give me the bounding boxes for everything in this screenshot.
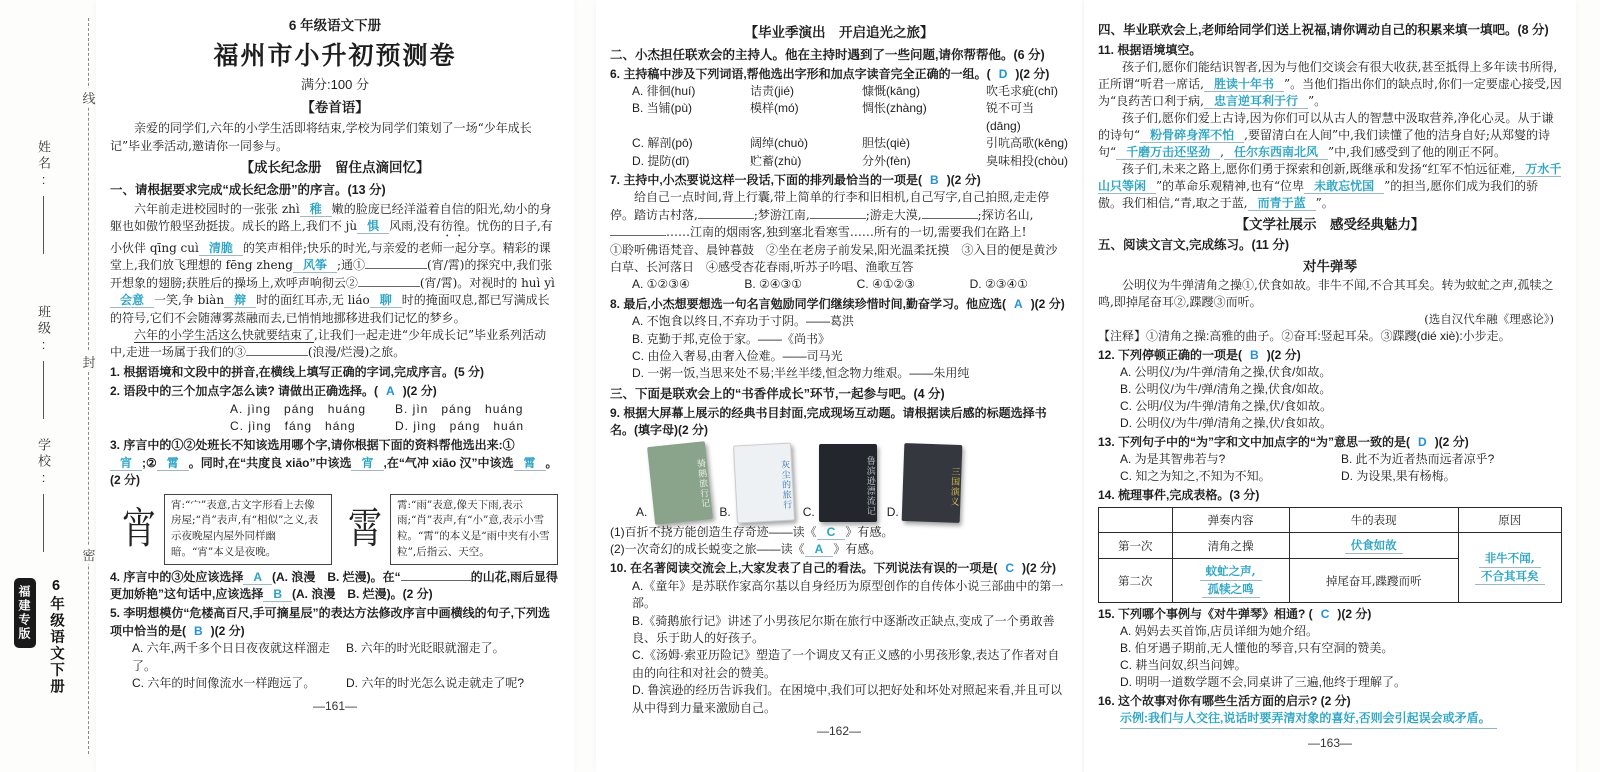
name-field (34, 140, 53, 254)
question-2-options (110, 401, 560, 436)
option-b: B. ②④③① (744, 277, 803, 292)
option-a: A. ①②③④ (632, 277, 690, 292)
option-d: D. 鲁滨逊的经历告诉我们。在困境中,我们可以把好处和坏处对照起来看,并且可以从中得到力量来激励自己。 (632, 683, 1063, 715)
name-label: 姓名: (36, 140, 51, 190)
book-letter: A. (636, 505, 648, 520)
option-c: C. 耕当问奴,织当问婢。 (1120, 658, 1247, 673)
option-d: D. 一粥一饭,当思来处不易;半丝半缕,恒念物力维艰。——朱用纯 (632, 366, 970, 381)
header-cell: 原因 (1458, 507, 1561, 532)
option-b: B. 伯牙遇子期前,无人懂他的琴音,只有空洞的赞美。 (1120, 641, 1394, 656)
question-7-items: ①聆听佛语梵音、晨钟暮鼓 ②坐在老房子前发呆,阳光温柔抚摸 ③入目的便是黄沙白草、长河落日 ④感受杏花春雨,听苏子吟唱、渔歌互答 (610, 242, 1058, 274)
question-11: 11. 根据语境填空。 (1098, 42, 1202, 57)
question-6-row-b (610, 100, 1068, 135)
option-a: A. 不饱食以终日,不弃功于寸阴。——葛洪 (632, 314, 855, 329)
option-a: A. 妈妈去买首饰,店员详细为她介绍。 (1120, 624, 1319, 639)
word: D. 提防(dī) (632, 153, 690, 168)
xiao1-explanation: 宵:“宀”表意,古文字形看上去像房屋;“肖”表声,有“相似”之义,表示夜晚屋内屋外同样幽暗。“宵”本义是夜晚。 (164, 494, 332, 565)
question-5-options (110, 640, 560, 692)
question-12-options (1098, 364, 1562, 432)
word: 锐不可当(dāng) (986, 101, 1035, 133)
option-d: D. 为设果,果有杨梅。 (1341, 468, 1456, 483)
section2-question: 二、小杰担任联欢会的主持人。他在主持时遇到了一些问题,请你帮帮他。(6 分) (610, 47, 1045, 62)
word: 引吭高歌(kēng) (986, 136, 1069, 151)
question-13: 13. 下列句子中的“为”字和文中加点字的“为”意思一致的是( D )(2 分) (1098, 434, 1469, 449)
word: 臭味相投(chòu) (986, 153, 1069, 168)
question-1: 1. 根据语境和文段中的拼音,在横线上填写正确的字词,完成序言。(5 分) (110, 364, 485, 379)
section5-question: 五、阅读文言文,完成练习。(11 分) (1098, 238, 1289, 253)
option-b: B. 此不为近者热而远者凉乎? (1341, 451, 1495, 466)
option-d: D. ②③④① (969, 277, 1028, 292)
foreword-head: 【卷首语】 (301, 99, 369, 115)
essay-title: 对牛弹琴 (1303, 258, 1357, 274)
option-b: B. 六年的时光眨眼就溜走了。 (346, 641, 505, 656)
header-cell: 牛的表现 (1289, 507, 1458, 532)
word: 慷慨(kāng) (862, 84, 921, 99)
school-blank-line (43, 494, 44, 552)
question-12: 12. 下列停顿正确的一项是( B )(2 分) (1098, 347, 1301, 362)
question-13-options (1098, 451, 1562, 485)
question-9-item-1: (1)百折不挠方能创造生存奇迹——读《 C 》有感。 (610, 524, 894, 539)
brand-tab: 福建专版 (14, 578, 36, 648)
class-field (34, 305, 53, 419)
option-a: A. 为是其智弗若与? (1120, 451, 1226, 466)
question-7: 7. 主持中,小杰要说这样一段话,下面的排列最恰当的一项是( B )(2 分) (610, 173, 981, 188)
blessing-paragraph-2: 孩子们,愿你们爱上古诗,因为你们可以从古人的智慧中汲取营养,净化心灵。从于谦的诗句“ 粉骨碎身浑不怕 ,要留清白在人间”中,我们读懂了他的洁身自好;从郑燮的诗句“ 千磨万击还坚劲 , 任尔东西南北风 ”中,我们感受到了他的刚正不阿。 (1098, 110, 1554, 159)
book-covers (610, 444, 1068, 522)
book-cover-image: 鲁滨逊漂流记 (819, 444, 877, 522)
reason-answer-cell: 非牛不闻, 不合其耳矣 (1458, 533, 1561, 603)
question-9-item-2: (2)一次奇幻的成长蜕变之旅——读《 A 》有感。 (610, 542, 882, 557)
option-c: C. ④①②③ (856, 277, 915, 292)
section2-head: 【毕业季演出 开启追光之旅】 (744, 25, 934, 40)
option-a: A. jìng páng huáng (230, 401, 367, 416)
question-16: 16. 这个故事对你有哪些生活方面的启示? (2 分) (1098, 694, 1351, 709)
option-c: C. jìng fáng háng (230, 418, 356, 433)
question-8-options (610, 313, 1068, 383)
blessing-paragraph-3: 孩子们,未来之路上,愿你们勇于探索和创新,既继承和发扬“红军不怕远征难, 万水千山只等闲 ”的革命乐观精神,也有“位卑 未敢忘忧国 ”的担当,愿你们成为我们的骄傲。我们相信,“青,取之于蓝, 而青于蓝 ”。 (1098, 161, 1562, 211)
school-label: 学校: (36, 438, 51, 488)
word: 分外(fèn) (862, 153, 911, 168)
seal-char-xian: 线 (80, 88, 98, 107)
option-b: B.《骑鹅旅行记》讲述了小男孩尼尔斯在旅行中逐渐改正缺点,变成了一个勇敢善良、乐于助人的好孩子。 (632, 613, 1055, 645)
option-c: C. 六年的时间像流水一样跑远了。 (132, 675, 316, 690)
option-b: B. 克勤于邦,克俭于家。——《尚书》 (632, 331, 831, 346)
question-10-options (610, 578, 1068, 717)
question-10: 10. 在名著阅读交流会上,大家发表了自己的看法。下列说法有误的一项是( C )(2 分) (610, 561, 1057, 576)
word: 诘责(jié) (750, 84, 794, 99)
seal-char-mi: 密 (80, 545, 98, 564)
section3-question: 三、下面是联欢会上的“书香伴成长”环节,一起参与吧。(4 分) (610, 386, 945, 401)
option-b: B. 公明仪/为牛/弹/清角之操,伏食/如故。 (1120, 381, 1332, 396)
brand-book-title: 6年级语文下册 (48, 578, 64, 695)
book-letter: B. (719, 505, 731, 520)
word: B. 当铺(pù) (632, 101, 693, 116)
page-number: —162— (816, 723, 862, 738)
answer-cell: 蚊虻之声, 孤犊之鸣 (1172, 559, 1289, 603)
question-4: 4. 序言中的③处应该选择 A (A. 浪漫 B. 烂漫)。在“ 的山花,雨后显得更加娇艳”这句话中,应该选择 B (A. 浪漫 B. 烂漫)。(2 分) (110, 569, 559, 601)
option-a: A. 公明仪/为/牛弹/清角之操,伏食/如故。 (1120, 364, 1332, 379)
word: 贮蓄(zhù) (750, 153, 802, 168)
full-score: 满分:100 分 (301, 76, 369, 92)
question-2: 2. 语段中的三个加点字怎么读? 请做出正确选择。( A )(2 分) (110, 384, 437, 399)
question-7-passage: 给自己一点时间,背上行囊,带上简单的行李和旧相机,自己写字,自己拍照,走走停停。踏访古村落, ;梦游江南, ;游走大漠, ;探访名山,……江南的烟雨客,独到塞北看寒雪……所有的一切,需要我们在路上! (610, 190, 1050, 240)
series-title: 6 年级语文下册 (288, 18, 382, 33)
row-label: 第二次 (1099, 559, 1173, 603)
option-c: C.《汤姆·索亚历险记》塑造了一个调皮又有正义感的小男孩形象,表达了作者对自由的向往和对社会的赞美。 (632, 648, 1060, 680)
answer-cell: 伏食如故 (1289, 533, 1458, 559)
table-header-row (1099, 507, 1562, 532)
cell: 清角之操 (1172, 533, 1289, 559)
essay-notes: 【注释】①清角之操:高雅的曲子。②奋耳:竖起耳朵。③蹀躞(dié xiè):小步走。 (1098, 328, 1511, 343)
word: 胆怯(qiè) (862, 136, 911, 151)
question-3: 3. 序言中的①②处班长不知该选用哪个字,请你根据下面的资料帮他选出来:①宵 ;② 霄 。同时,在“共度良 xiāo”中该选 宵 ,在“气冲 xiāo 汉”中该选 霄 。(2 分) (110, 438, 558, 488)
class-label: 班级: (36, 305, 51, 355)
character-info-boxes (120, 494, 560, 565)
question-6: 6. 主持稿中涉及下列词语,帮他选出字形和加点字读音完全正确的一组。( D )(2 分) (610, 66, 1050, 81)
question-16-answer: 示例:我们与人交往,说话时要弄清对象的喜好,否则会引起误会或矛盾。 (1120, 710, 1497, 729)
table-row (1099, 533, 1562, 559)
page-number: —163— (1307, 736, 1353, 751)
seal-dashed-line (88, 18, 89, 754)
book-cover-image: 三国演义 (901, 443, 962, 523)
header-cell: 弹奏内容 (1172, 507, 1289, 532)
book-letter: D. (886, 505, 899, 520)
event-table (1098, 507, 1562, 603)
foreword-text: 亲爱的同学们,六年的小学生活即将结束,学校为同学们策划了一场“少年成长记”毕业季活动,邀请你一同参与。 (110, 121, 532, 153)
question-15: 15. 下列哪个事例与《对牛弹琴》相通? ( C )(2 分) (1098, 607, 1372, 622)
seal-script-xiao1-glyph: 宵 (122, 504, 156, 555)
exam-title: 福州市小升初预测卷 (213, 41, 457, 70)
option-b: B. jìn páng huáng (395, 401, 524, 416)
xiao1-box (120, 494, 332, 565)
book-b (719, 444, 792, 522)
page-163 (1084, 0, 1576, 772)
seal-char-feng: 封 (80, 352, 98, 371)
section5-head: 【文学社展示 感受经典魅力】 (1235, 217, 1425, 233)
xiao2-box (346, 494, 558, 565)
page-number: —161— (312, 699, 358, 714)
binding-margin (0, 0, 96, 772)
cell: 掉尾奋耳,蹀躞而听 (1289, 559, 1458, 603)
word: A. 徘徊(huí) (632, 84, 696, 99)
option-c: C. 知之为知之,不知为不知。 (1120, 468, 1271, 483)
row-label: 第一次 (1099, 533, 1173, 559)
question-6-row-d (610, 153, 1068, 170)
page-161 (96, 0, 574, 772)
word: C. 解剖(pō) (632, 136, 693, 151)
section1-head: 【成长纪念册 留住点滴回忆】 (240, 160, 430, 175)
question-14: 14. 梳理事件,完成表格。(3 分) (1098, 487, 1260, 502)
book-c (803, 444, 877, 522)
preface-passage-2: 六年的小学生活这么快就要结束了,让我们一起走进“少年成长记”毕业系列活动中,走进一场属于我们的③ (浪漫/烂漫)之旅。 (110, 328, 547, 360)
class-blank-line (43, 361, 44, 419)
option-d: D. 公明仪/为牛/弹/清角之操,伏/食如故。 (1120, 415, 1333, 430)
preface-passage: 六年前走进校园时的一张张 zhì 稚 嫩的脸庞已经洋溢着自信的阳光,幼小的身躯也如傲竹般坚劲挺拔。成长的路上,我们不 jù 惧 风雨,没有彷徨。忧伤的日子,有小伙伴 qīng cuì 清脆 的笑声相伴;快乐的时光,与亲爱的老师一起分享。精彩的课堂上,我们放飞理想的 fēng zheng 风筝 ;通① (宵/霄)的探究中,我们张开想象的翅膀;获胜后的操场上,欢呼声响彻云② (宵/霄)。对视时的 huì yì会意 一笑,争 biàn 辩 时的面红耳赤,无 liáo 聊 时的掩面叹息,都已写满成长的符号,它们不会随薄雾蒸融而去,已悄悄地挪移进我们记忆的梦乡。 (110, 201, 555, 325)
blessing-paragraph-1: 孩子们,愿你们能结识智者,因为与他们交谈会有很大收获,甚至抵得上多年读书所得,正所谓“听君一席话, 胜读十年书 ”。当他们指出你们的缺点时,你们一定要虚心接受,因为“良药苦口利于病, 忠言逆耳利于行 ”。 (1098, 59, 1562, 108)
essay-source: (选自汉代牟融《理惑论》) (1424, 312, 1554, 327)
question-5: 5. 李明想模仿“危楼高百尺,手可摘星辰”的表达方法修改序言中画横线的句子,下列选项中恰当的是( B )(2 分) (110, 606, 551, 638)
word: 模样(mó) (750, 101, 799, 116)
question-15-options (1098, 623, 1562, 691)
word: 阔绰(chuò) (750, 136, 809, 151)
book-cover-image: 灰尘的旅行 (733, 442, 795, 523)
xiao2-explanation: 霄:“雨”表意,像天下雨,表示雨;“肖”表声,有“小”意,表示小雪粒。“霄”的本义是“雨中夹有小雪粒”,后指云、天空。 (390, 494, 558, 565)
option-d: D. jìng páng huán (395, 418, 525, 433)
question-9: 9. 根据大屏幕上展示的经典书目封面,完成现场互动题。请根据读后感的标题选择书名。(填字母)(2 分) (610, 405, 1047, 438)
question-7-options (610, 276, 1068, 293)
word: 惆怅(zhàng) (862, 101, 927, 116)
name-blank-line (43, 196, 44, 254)
option-a: A. 六年,两千多个日日夜夜就这样溜走了。 (132, 641, 331, 673)
school-field (34, 438, 53, 552)
option-a: A.《童年》是苏联作家高尔基以自身经历为原型创作的自传体小说三部曲中的第一部。 (632, 578, 1064, 611)
section4-question: 四、毕业联欢会上,老师给同学们送上祝福,请你调动自己的积累来填一填吧。(8 分) (1098, 23, 1549, 37)
header-cell (1099, 507, 1173, 532)
question-6-row-a (610, 83, 1068, 100)
question-6-row-c (610, 135, 1068, 152)
book-a (636, 444, 712, 522)
book-cover-image: 骑鹅旅行记 (647, 441, 713, 525)
book-d (887, 444, 961, 522)
option-c: C. 公明/仪为/牛弹/清角之操,伏/食如故。 (1120, 398, 1333, 413)
option-d: D. 六年的时光怎么说走就走了呢? (346, 675, 525, 690)
option-c: C. 由俭入奢易,由奢入俭难。——司马光 (632, 348, 843, 363)
question-8: 8. 最后,小杰想要想选一句名言勉励同学们继续珍惜时间,勤奋学习。他应选( A )(2 分) (610, 296, 1065, 311)
book-letter: C. (802, 505, 815, 520)
section1-question: 一、请根据要求完成“成长纪念册”的序言。(13 分) (110, 182, 386, 197)
classical-essay: 公明仪为牛弹清角之操①,伏食如故。非牛不闻,不合其耳矣。转为蚊虻之声,孤犊之鸣,即掉尾奋耳②,蹀躞③而听。 (1098, 278, 1554, 310)
word: 吹毛求疵(chī) (986, 84, 1059, 99)
page-162 (596, 0, 1082, 772)
option-d: D. 明明一道数学题不会,同桌讲了三遍,他终于理解了。 (1120, 675, 1407, 690)
seal-script-xiao2-glyph: 霄 (348, 504, 382, 555)
